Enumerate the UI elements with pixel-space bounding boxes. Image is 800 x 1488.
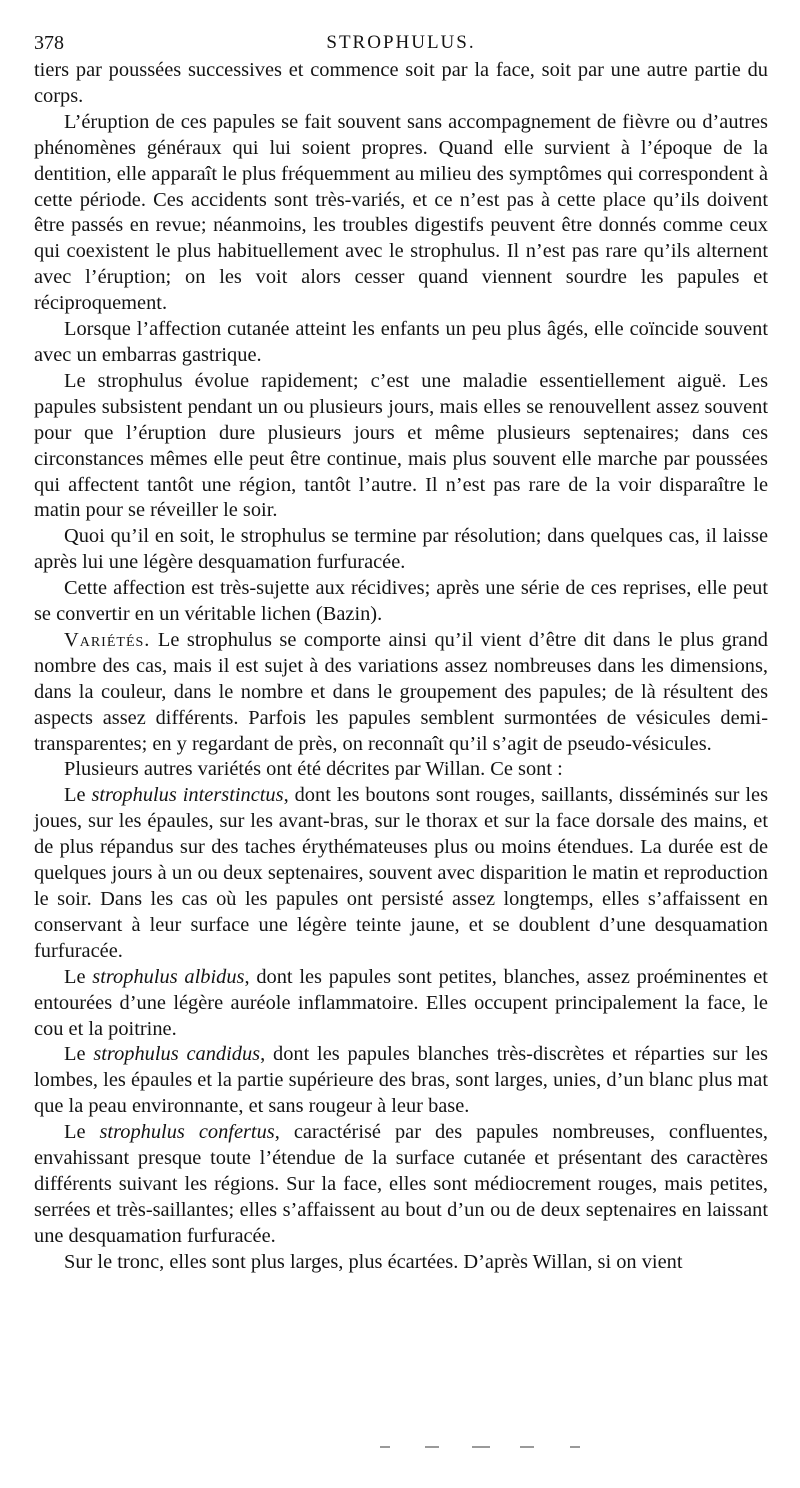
paragraph	[34, 1250, 768, 1276]
text-run: , dont les papules sont petites, blanches, assez proéminentes et entourées d’une légère auréole inflammatoire. Elles occupent principalement la face, le cou et la poitrine.	[34, 965, 768, 1040]
italic-term: strophulus confertus	[99, 1121, 275, 1144]
paragraph	[34, 58, 768, 110]
text-run: , dont les papules blanches très-discrètes et réparties sur les lombes, les épaules et la partie supérieure des bras, sont larges, unies, d’un blanc plus mat que la peau environnante, et sans rougeur à leur base.	[34, 1043, 768, 1118]
text-run: tiers par poussées successives et commence soit par la face, soit par une autre partie du corps.	[34, 59, 768, 107]
italic-term: strophulus albidus	[92, 965, 245, 988]
italic-term: strophulus interstinctus	[91, 784, 284, 807]
paragraph	[34, 110, 768, 317]
paragraph	[34, 576, 768, 628]
text-run: , dont les boutons sont rouges, saillants, disséminés sur les joues, sur les épaules, sur les avant-bras, sur le thorax et sur la face dorsale des mains, et de plus répandus sur des taches érythémateuses plus ou moins étendues. La durée est de quelques jours à un ou deux septenaires, souvent avec disparition le matin et reproduction le soir. Dans les cas où les papules ont persisté assez longtemps, elles s’affaissent en conservant à leur surface une légère teinte jaune, et se doublent d’une desquamation furfuracée.	[34, 784, 769, 962]
text-run: Le	[64, 784, 92, 807]
paragraph	[34, 965, 768, 1043]
book-page	[34, 28, 768, 1276]
text-run: Cette affection est très-sujette aux récidives; après une série de ces reprises, elle peut se convertir en un véritable lichen (Bazin).	[34, 577, 768, 626]
text-run: Quoi qu’il en soit, le strophulus se termine par résolution; dans quelques cas, il laisse après lui une légère desquamation furfuracée.	[34, 525, 768, 574]
text-run: Le strophulus se comporte ainsi qu’il vient d’être dit dans le plus grand nombre des cas, mais il est sujet à des variations assez nombreuses dans les dimensions, dans la couleur, dans le nombre et dans le groupement des papules; de là résultent des aspects assez différents. Parfois les papules semblent surmontées de vésicules demi-transparentes; en y regardant de près, on reconnaît qu’il s’agit de pseudo-vésicules.	[34, 628, 768, 755]
text-run: Lorsque l’affection cutanée atteint les enfants un peu plus âgés, elle coïncide souvent avec un embarras gastrique.	[34, 318, 768, 366]
paragraph	[34, 1120, 768, 1250]
paragraph	[34, 628, 768, 758]
paragraph	[34, 757, 768, 783]
text-run: Le	[64, 965, 93, 988]
text-run: Le	[64, 1121, 100, 1144]
page-number: 378	[34, 32, 64, 54]
page-header	[34, 28, 768, 58]
text-run: , caractérisé par des papules nombreuses, confluentes, envahissant presque toute l’étendue de la surface cutanée et présentant des caractères différents suivant les régions. Sur la face, elles sont médiocrement rouges, mais petites, serrées et très-saillantes; elles s’affaissent au bout d’un ou de deux septenaires en laissant une desquamation furfuracée.	[34, 1121, 768, 1247]
text-run: Sur le tronc, elles sont plus larges, plus écartées. D’après Willan, si on vient	[64, 1250, 683, 1273]
paragraph	[34, 369, 768, 524]
running-title: STROPHULUS.	[326, 32, 476, 53]
paragraph	[34, 783, 768, 964]
text-run: Le strophulus évolue rapidement; c’est une maladie essentiellement aiguë. Les papules subsistent pendant un ou plusieurs jours, mais elles se renouvellent assez souvent pour que l’éruption dure plusieurs jours et même plusieurs septenaires; dans ces circonstances mêmes elle peut être continue, mais plus souvent elle marche par poussées qui affectent tantôt une région, tantôt l’autre. Il n’est pas rare de la voir disparaître le matin pour se réveiller le soir.	[34, 369, 768, 522]
paragraph	[34, 524, 768, 576]
bottom-scan-marks	[380, 1446, 600, 1452]
body-text	[34, 58, 768, 1276]
section-lead: Variétés.	[64, 628, 151, 651]
text-run: Le	[64, 1043, 94, 1066]
paragraph	[34, 317, 768, 369]
italic-term: strophulus candidus	[93, 1043, 261, 1066]
paragraph	[34, 1042, 768, 1120]
text-run: L’éruption de ces papules se fait souvent sans accompagnement de fièvre ou d’autres phénomènes généraux qui lui soient propres. Quand elle survient à l’époque de la dentition, elle apparaît le plus fréquemment au milieu des symptômes qui correspondent à cette période. Ces accidents sont très-variés, et ce n’est pas à cette place qu’ils doivent être passés en revue; néanmoins, les troubles digestifs peuvent être donnés comme ceux qui coexistent le plus habituellement avec le strophulus. Il n’est pas rare qu’ils alternent avec l’éruption; on les voit alors cesser quand viennent sourdre les papules et réciproquement.	[34, 110, 768, 315]
text-run: Plusieurs autres variétés ont été décrites par Willan. Ce sont :	[64, 758, 563, 781]
